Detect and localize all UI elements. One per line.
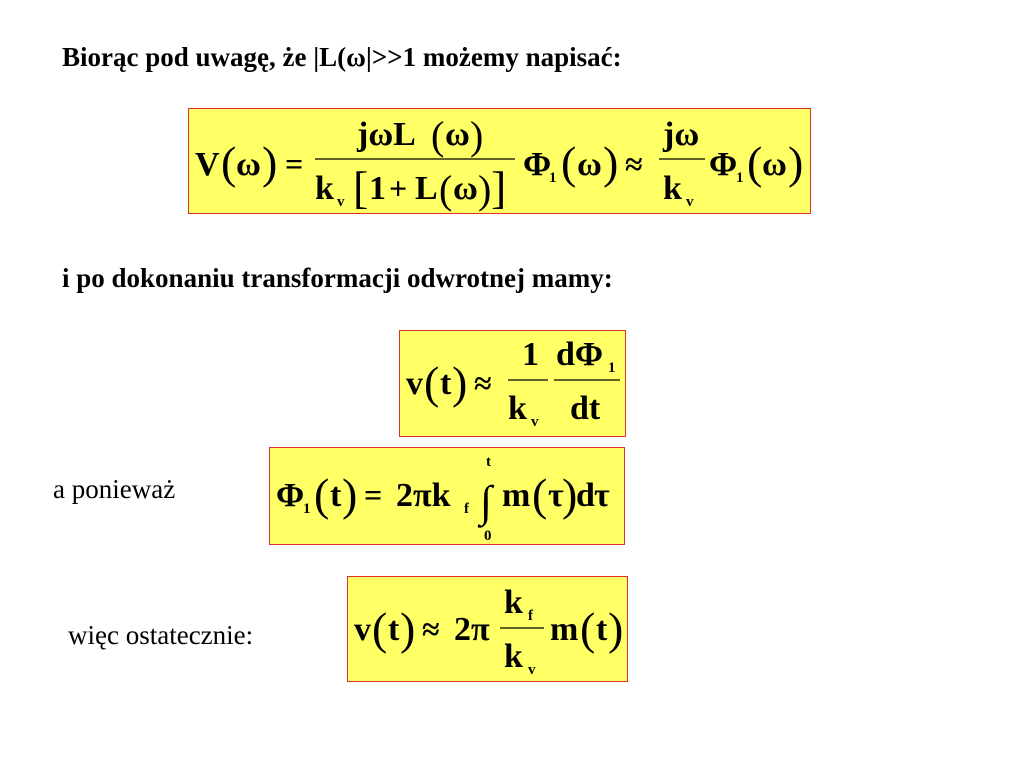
f2-paren-open: ( — [424, 357, 440, 408]
f3-paren-open: ( — [314, 469, 330, 520]
f3-2pik: 2πk — [396, 477, 451, 514]
transform-text: i po dokonaniu transformacji odwrotnej mamy: — [62, 263, 613, 293]
f4-paren-open: ( — [372, 603, 388, 654]
f4-k: k — [504, 584, 523, 621]
f2-paren-close: ) — [452, 357, 468, 408]
f3-equals: = — [364, 477, 383, 513]
f4-k-sub: f — [528, 608, 533, 624]
since-text: a ponieważ — [53, 474, 176, 504]
intro-text: Biorąc pod uwagę, że |L(ω|>>1 możemy napisać: — [62, 42, 622, 72]
f1-bracket-close: ] — [491, 162, 507, 213]
f1-Phi-sub: 1 — [549, 170, 557, 186]
f4-paren-close-2: ) — [608, 603, 624, 654]
f2-dt: dt — [570, 390, 601, 427]
f1-paren-open-3: ( — [747, 137, 763, 188]
f1-approx: ≈ — [625, 146, 643, 182]
f2-v: v — [406, 365, 423, 402]
f1-omega-3: ω — [762, 146, 787, 183]
f4-t-2: t — [596, 611, 608, 648]
f3-upper-limit: t — [486, 454, 491, 470]
f3-lower-limit: 0 — [484, 528, 492, 544]
f2-dPhi: dΦ — [556, 336, 604, 373]
f4-v: v — [354, 611, 371, 648]
f1-numerator-2: jω — [663, 116, 700, 153]
f3-d: d — [576, 477, 595, 514]
f4-paren-open-2: ( — [580, 603, 596, 654]
f1-omega-2: ω — [577, 146, 602, 183]
f1-omega: ω — [236, 146, 261, 183]
f1-den-paren-open: ( — [439, 167, 453, 212]
f2-t: t — [440, 365, 452, 402]
f4-m: m — [550, 611, 579, 648]
f2-Phi-sub: 1 — [608, 360, 616, 376]
formula-2 — [400, 331, 627, 438]
f1-paren-close-3: ) — [788, 137, 804, 188]
f3-integral: ∫ — [480, 477, 493, 526]
f3-paren-close: ) — [342, 469, 358, 520]
f1-den-paren-close: ) — [478, 167, 492, 212]
f3-m: m — [502, 477, 531, 514]
f4-k-2: k — [504, 638, 523, 675]
f1-L: L — [415, 170, 438, 207]
f1-numerator: jωL — [357, 116, 416, 153]
f4-paren-close: ) — [400, 603, 416, 654]
f1-num-omega: ω — [445, 116, 470, 153]
f3-tau: τ — [548, 477, 564, 514]
f1-num-paren-open: ( — [431, 113, 445, 158]
f1-Phi-2: Φ — [709, 146, 738, 183]
f1-paren-open: ( — [221, 137, 237, 188]
f2-k: k — [508, 390, 527, 427]
f1-k-sub: v — [337, 194, 345, 210]
f3-paren-open-2: ( — [532, 469, 548, 520]
f1-k: k — [315, 170, 334, 207]
f1-equals: = — [285, 146, 304, 182]
f3-Phi: Φ — [276, 477, 305, 514]
f1-Phi-sub-2: 1 — [736, 170, 744, 186]
f1-plus: + — [389, 170, 408, 206]
formula-box-1 — [188, 108, 811, 214]
f1-den-omega: ω — [453, 170, 478, 207]
f4-2pi: 2π — [454, 611, 490, 648]
f1-k-sub-2: v — [686, 194, 694, 210]
f1-paren-close: ) — [262, 137, 278, 188]
f1-bracket-open: [ — [353, 162, 369, 213]
f1-paren-close-2: ) — [603, 137, 619, 188]
formula-4 — [348, 577, 629, 683]
formula-box-2 — [399, 330, 626, 437]
f2-k-sub: v — [531, 414, 539, 430]
f3-t: t — [330, 477, 342, 514]
f3-Phi-sub: 1 — [303, 501, 311, 517]
f1-k-2: k — [663, 170, 682, 207]
f1-num-paren-close: ) — [470, 113, 484, 158]
f3-paren-close-2: ) — [562, 469, 578, 520]
f2-approx: ≈ — [474, 365, 492, 401]
f2-one: 1 — [522, 336, 539, 373]
formula-3 — [270, 448, 626, 546]
f4-t: t — [388, 611, 400, 648]
f4-k-sub-2: v — [528, 662, 536, 678]
f4-approx: ≈ — [422, 611, 440, 647]
f1-Phi: Φ — [523, 146, 552, 183]
f1-V: V — [195, 146, 220, 183]
formula-1 — [189, 109, 812, 215]
formula-box-4 — [347, 576, 628, 682]
f3-tau-2: τ — [594, 477, 610, 514]
finally-text: więc ostatecznie: — [68, 620, 254, 650]
f1-one: 1 — [369, 170, 386, 207]
f1-paren-open-2: ( — [561, 137, 577, 188]
f3-k-sub: f — [464, 501, 469, 517]
formula-box-3 — [269, 447, 625, 545]
